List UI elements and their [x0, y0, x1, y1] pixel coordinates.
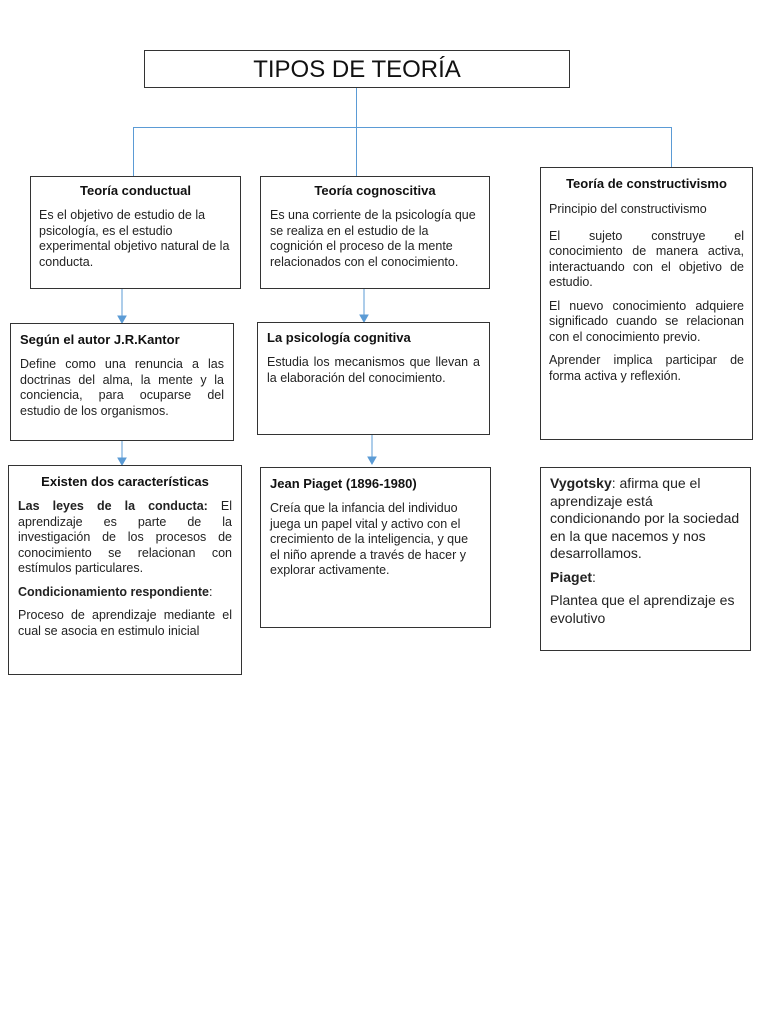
text-leyes-conducta: El aprendizaje es parte de la investigación de los procesos de conocimiento se relacionan con estímulos particulares. — [18, 499, 232, 575]
box-jean-piaget — [260, 467, 491, 628]
box-constructivismo — [540, 167, 753, 440]
heading-jean-piaget: Jean Piaget (1896-1980) — [270, 476, 417, 491]
box-psicologia-cognitiva — [257, 322, 490, 435]
text-piaget-label — [550, 569, 741, 587]
label-condicionamiento: Condicionamiento respondiente — [18, 584, 209, 599]
arrow-head-col1-a — [118, 316, 126, 323]
box-caracteristicas — [8, 465, 242, 675]
text-nuevo-conocimiento: El nuevo conocimiento adquiere significado cuando se relacionan con el conocimiento previo. — [549, 298, 744, 344]
colon-condicionamiento: : — [209, 584, 213, 599]
box-kantor — [10, 323, 234, 441]
text-principio: Principio del constructivismo — [549, 202, 707, 216]
heading-constructivismo: Teoría de constructivismo — [566, 176, 727, 191]
label-vygotsky: Vygotsky — [550, 475, 612, 491]
box-vygotsky-piaget — [540, 467, 751, 651]
text-teoria-cognoscitiva: Es una corriente de la psicología que se realiza en el estudio de la cognición el proceso de la mente relacionados con el conocimiento. — [270, 208, 476, 269]
text-aprender: Aprender implica participar de forma activa y reflexión. — [549, 353, 744, 383]
box-teoria-cognoscitiva — [260, 176, 490, 289]
arrow-head-col1-b — [118, 458, 126, 465]
heading-kantor: Según el autor J.R.Kantor — [20, 332, 180, 347]
text-piaget-evolutivo: Plantea que el aprendizaje es evolutivo — [550, 592, 735, 626]
item-leyes-conducta — [18, 499, 232, 577]
text-proceso-aprendizaje: Proceso de aprendizaje mediante el cual se asocia en estimulo inicial — [18, 608, 232, 638]
arrow-head-col2-b — [368, 457, 376, 464]
text-jean-piaget: Creía que la infancia del individuo juega un papel vital y activo con el crecimiento de la inteligencia, y que el niño aprende a través de hacer y explorar activamente. — [270, 501, 469, 577]
colon-piaget: : — [592, 568, 596, 585]
text-vygotsky — [550, 475, 741, 563]
heading-teoria-conductual: Teoría conductual — [80, 183, 191, 198]
label-leyes-conducta: Las leyes de la conducta: — [18, 499, 208, 513]
heading-teoria-cognoscitiva: Teoría cognoscitiva — [314, 183, 436, 198]
text-sujeto-construye: El sujeto construye el conocimiento de manera activa, interactuando con el objetivo de estudio. — [549, 228, 744, 289]
heading-caracteristicas: Existen dos características — [41, 474, 209, 489]
item-condicionamiento — [18, 585, 232, 601]
label-piaget: Piaget — [550, 568, 593, 585]
box-teoria-conductual — [30, 176, 241, 289]
text-kantor: Define como una renuncia a las doctrinas del alma, la mente y la conciencia, para ocuparse del estudio de los organismos. — [20, 357, 224, 418]
text-teoria-conductual: Es el objetivo de estudio de la psicología, es el estudio experimental objetivo natural de la conducta. — [39, 208, 230, 269]
diagram-title: TIPOS DE TEORÍA — [253, 56, 461, 83]
heading-psicologia-cognitiva: La psicología cognitiva — [267, 330, 411, 345]
arrow-head-col2-a — [360, 315, 368, 322]
text-psicologia-cognitiva: Estudia los mecanismos que llevan a la elaboración del conocimiento. — [267, 355, 480, 385]
vygotsky-description: : afirma que el aprendizaje está condicionando por la sociedad en la que nacemos y nos desarrollamos. — [550, 475, 740, 561]
